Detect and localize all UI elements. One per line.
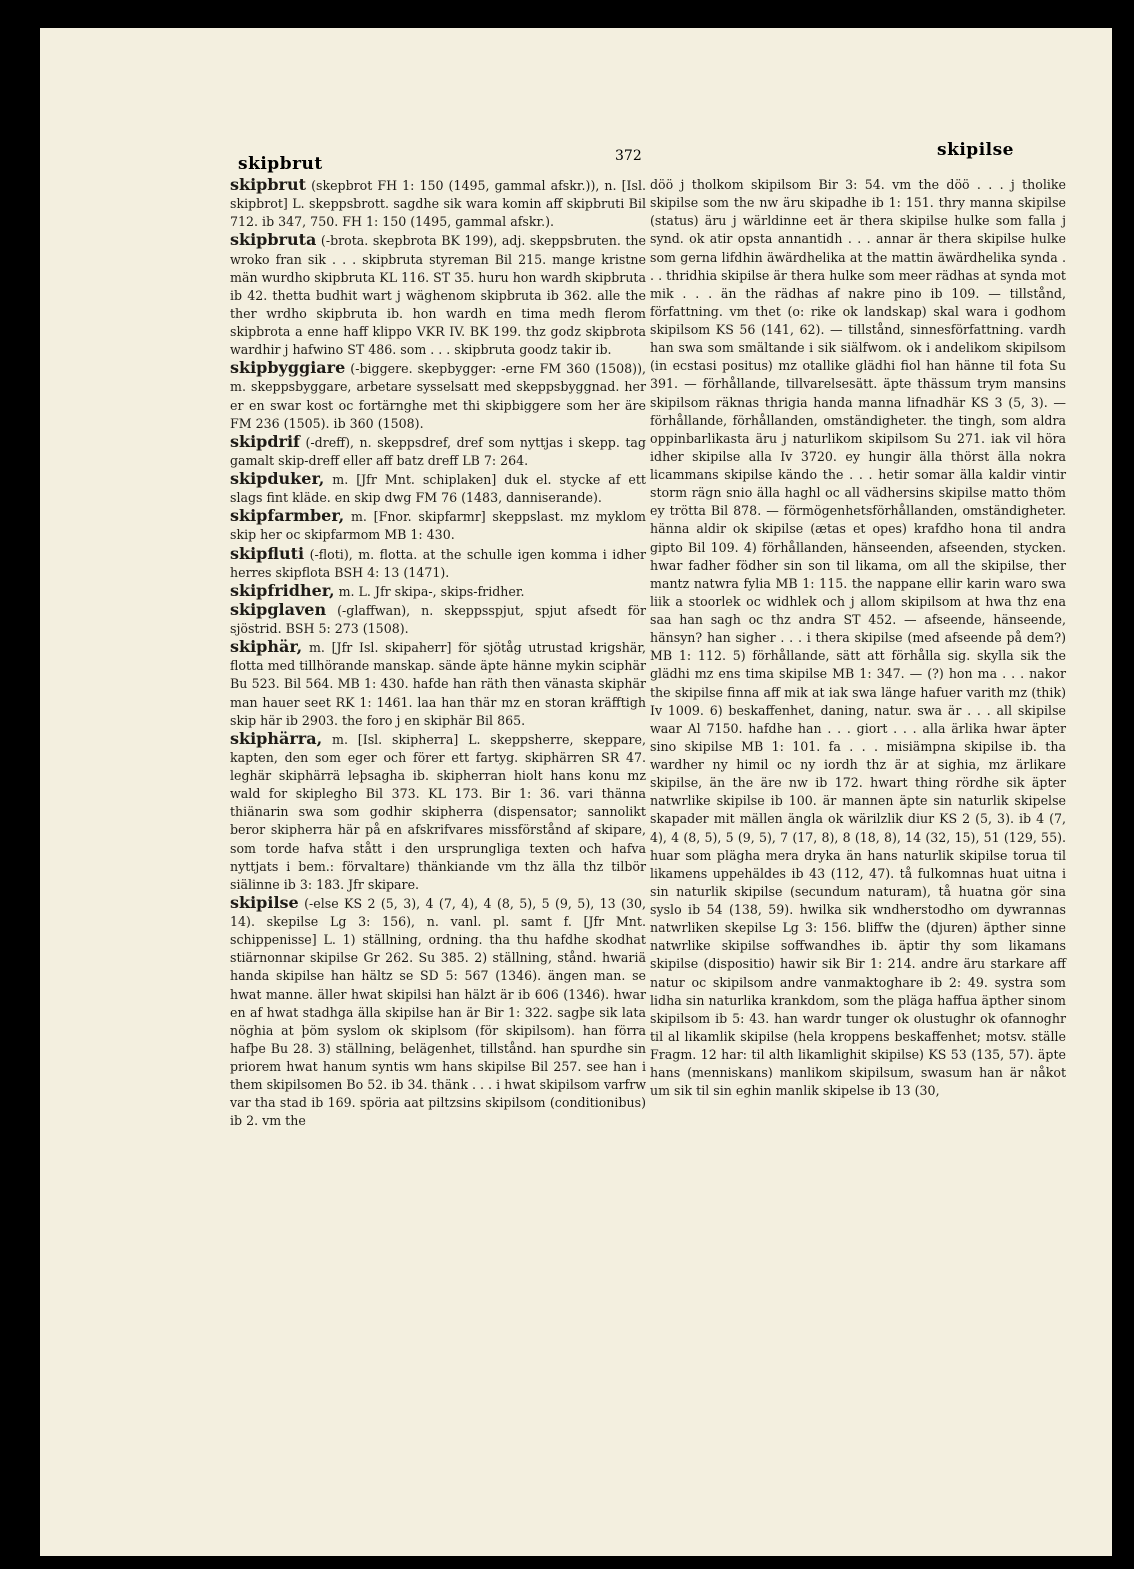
entry: [230, 601, 646, 638]
entry: [230, 359, 646, 433]
headword: skiphärra,: [230, 728, 323, 748]
entry: [230, 894, 646, 1131]
entry: [230, 545, 646, 582]
page-number: 372: [615, 148, 642, 164]
headword: skipfridher,: [230, 580, 335, 600]
headword: skipduker,: [230, 469, 325, 488]
entry-text: m. [Fnor. skipfarmr] skeppslast. mz myklom skip her oc skipfarmom MB 1: 430.: [230, 509, 646, 543]
headword: skipglaven: [230, 599, 327, 619]
entry-text: (skepbrot FH 1: 150 (1495, gammal afskr.)), n. [Isl. skipbrot] L. skeppsbrott. sagdhe sik wara komin aff skipbruti Bil 712. ib 347, 750. FH 1: 150 (1495, gammal afskr.).: [230, 178, 646, 230]
entry-text: m. L. Jfr skipa-, skips-fridher.: [338, 583, 525, 599]
entry-text: m. [Isl. skipherra] L. skeppsherre, skeppare, kapten, den som eger och förer ett fartyg. skiphärren SR 47. leghär skiphärrä leþsagha ib. skipherran hiolt hans konu mz wald for skiplegho Bil 373. KL 173. Bir 1: 36. vari thänna thiänarin swa som godhir skipherra (dispensator; sannolikt beror skipherra här på en afskrifvares missförstånd af skipare, som torde hafva stått i den ursprungliga texten och hafva nyttjats i bem.: förvaltare) thänkiande vm thz älla thz tilbör siälinne ib 3: 183. Jfr skipare.: [230, 731, 646, 892]
left-column: [230, 176, 646, 1131]
running-head-right: skipilse: [937, 140, 1014, 160]
headword: skipbruta: [230, 230, 317, 250]
entry: [230, 730, 646, 894]
headword: skiphär,: [230, 637, 303, 657]
headword: skipfarmber,: [230, 506, 345, 526]
headword: skipbyggiare: [230, 358, 346, 378]
headword: skipbrut: [230, 175, 306, 194]
entry-text: (-dreff), n. skeppsdref, dref som nyttjas i skepp. tag gamalt skip-dreff eller aff batz dreff LB 7: 264.: [230, 434, 646, 468]
headword: skipfluti: [230, 543, 305, 563]
running-head-left: skipbrut: [238, 154, 323, 174]
entry-text: m. [Jfr Mnt. schiplaken] duk el. stycke af ett slags fint kläde. en skip dwg FM 76 (1483, danniserande).: [230, 472, 646, 506]
headword: skipilse: [230, 892, 299, 912]
dictionary-page: [40, 28, 1112, 1556]
entry: [230, 176, 646, 231]
entry-text: döö j tholkom skipilsom Bir 3: 54. vm the döö . . . j tholike skipilse som the nw äru skipadhe ib 1: 151. thry manna skipilse (status) äru j wärldinne eet är thera skipilse hulke som falla j synd. ok atir opsta annantidh . . . annar är thera skipilse hulke som gerna lifdhin äwärdhelika at the mattin äwärdhelika synda . . . thridhia skipilse är thera hulke som meer rädhas at synda mot mik . . . än the rädhas af nakre pino ib 109. — tillstånd, författning. vm thet (o: rike ok landskap) skal wara i godhom skipilsom KS 56 (141, 62). — tillstånd, sinnesförfattning. vardh han swa som smältande i sik siälfwom. ok i andelikom skipilsom (in ecstasi positus) mz otallike glädhi fiol han hänne til fota Su 391. — förhållande, tillvarelsesätt. äpte thässum trym mansins skipilsom räknas thrigia handa manna lifnadhär KS 3 (5, 3). — förhållande, förhållanden, omständigheter. the tingh, som aldra oppinbarlikasta äru j naturlikom skipilsom Su 271. iak vil höra idher skipilse alla Iv 3720. ey hungir älla thörst älla nokra licammans skipilse kändo the . . . hetir somar älla kaldir vintir storm rägn snio älla haghl oc all vädhersins skipilse matto thöm ey trötta Bil 878. — förmögenhetsförhållanden, omständigheter. hänna aldir ok skipilse (ætas et opes) krafdho hona til andra gipto Bil 109. 4) förhållanden, hänseenden, afseenden, stycken. hwar fadher födher sin son til likama, om all the skipilse, ther mantz natwra fylia MB 1: 115. the nappane ellir karin waro swa liik a stoorlek oc widhlek och j allom skipilsom at hwa thz ena saa han sagh oc thz andra ST 452. — afseende, hänseende, hänsyn? han sigher . . . i thera skipilse (med afseende på dem?) MB 1: 112. 5) förhållande, sätt att förhålla sig. skylla sik the glädhi mz ens tima skipilse MB 1: 347. — (?) hon ma . . . nakor the skipilse finna aff mik at iak swa länge hafuer varith mz (thik) Iv 1009. 6) beskaffenhet, daning, natur. swa är . . . all skipilse waar Al 7150. hafdhe han . . . giort . . . alla ärlika hwar äpter sino skipilse MB 1: 101. fa . . . misiämpna skipilse ib. tha wardher ny himil oc ny iordh thz är at sighia, mz ärlikare skipilse, än the äre nw ib 172. hwart thing rördhe sik äpter natwrlike skipilse ib 100. är mannen äpte sin naturlik skipelse skapader mit mällen ängla ok wärilzlik diur KS 2 (5, 3). ib 4 (7, 4), 4 (8, 5), 5 (9, 5), 7 (17, 8), 8 (18, 8), 14 (32, 15), 51 (129, 55). huar som plägha mera dryka än hans naturlik skipilse torua til likamens uppehäldes ib 43 (112, 47). tå fulkomnas huat uitna i sin naturlik skipilse (secundum naturam), tå huatna gör sina syslo ib 54 (138, 59). hwilka sik wndherstodho om dywrannas natwrliken skepilse Lg 3: 156. bliffw the (djuren) äpther sinne natwrlike skipilse soffwandhes ib. äptir thy som likamans skipilse (dispositio) hawir sik Bir 1: 214. andre äru starkare aff natur oc skipilsom andre vanmaktoghare ib 2: 49. systra som lidha sin naturlika krankdom, som the pläga haffua äpther sinom skipilsom ib 5: 43. han wardr tunger ok olustughr ok ofannoghr til al likamlik skipilse (hela kroppens beskaffenhet; motsv. ställe Fragm. 12 har: til alth likamlighit skipilse) KS 53 (135, 57). äpte hans (menniskans) manlikom skipilsum, swasum han är nåkot um sik til sin eghin manlik skipelse ib 13 (30,: [650, 177, 1066, 1099]
entry-continuation: [650, 176, 1066, 1100]
entry: [230, 638, 646, 730]
entry-text: (-biggere. skepbygger: -erne FM 360 (1508)), m. skeppsbyggare, arbetare sysselsatt med skeppsbyggnad. her er en swar kost oc fortärnghe met thi skipbiggere som her äre FM 236 (1505). ib 360 (1508).: [230, 361, 646, 431]
entry-text: (-floti), m. flotta. at the schulle igen komma i idher herres skipflota BSH 4: 13 (1471).: [230, 546, 646, 580]
entry-text: (-brota. skepbrota BK 199), adj. skeppsbruten. the wroko fran sik . . . skipbruta styreman Bil 215. mange kristne män wurdho skipbruta KL 116. ST 35. huru hon wardh skipbruta ib 42. thetta budhit wart j wäghenom skipbruta ib 362. alle the ther wrdho skipbruta ib. hon wardh en tima medh flerom skipbrota a enne haff klippo VKR IV. BK 199. thz godz skipbrota wardhir j hafwino ST 486. som . . . skipbruta goodz takir ib.: [230, 233, 646, 358]
right-column: [650, 176, 1066, 1100]
entry: [230, 231, 646, 359]
entry-text: (-glaffwan), n. skeppsspjut, spjut afsedt för sjöstrid. BSH 5: 273 (1508).: [230, 602, 646, 636]
entry: [230, 433, 646, 470]
headword: skipdrif: [230, 431, 300, 451]
entry: [230, 470, 646, 507]
entry-text: (-else KS 2 (5, 3), 4 (7, 4), 4 (8, 5), 5 (9, 5), 13 (30, 14). skepilse Lg 3: 156), n. vanl. pl. samt f. [Jfr Mnt. schippenisse] L. 1) ställning, ordning. tha thu hafdhe skodhat stiärnonnar skipilse Gr 262. Su 385. 2) ställning, stånd. hwariä handa skipilse han hältz se SD 5: 567 (1346). ängen man. se hwat manne. äller hwat skipilsi han hälzt är ib 606 (1346). hwar en af hwat stadhga älla skipilse han är Bir 1: 322. sagþe sik lata nöghia at þöm syslom ok skiplsom (för skipilsom). han förra hafþe Bu 28. 3) ställning, belägenhet, tillstånd. han spurdhe sin priorem hwat hanum syntis wm hans skipilse Bil 257. see han i them skipilsomen Bo 52. ib 34. thänk . . . i hwat skipilsom varfrw var tha stad ib 169. spöria aat piltzsins skipilsom (conditionibus) ib 2. vm the: [230, 895, 646, 1129]
entry: [230, 582, 646, 601]
entry-text: m. [Jfr Isl. skipaherr] för sjötåg utrustad krigshär, flotta med tillhörande manskap. sände äpte hänne mykin sciphär Bu 523. Bil 564. MB 1: 430. hafde han räth then vänasta skiphär man hauer seet RK 1: 1461. laa han thär mz en storan kräfftigh skip här ib 2903. the foro j en skiphär Bil 865.: [230, 640, 646, 728]
entry: [230, 507, 646, 544]
